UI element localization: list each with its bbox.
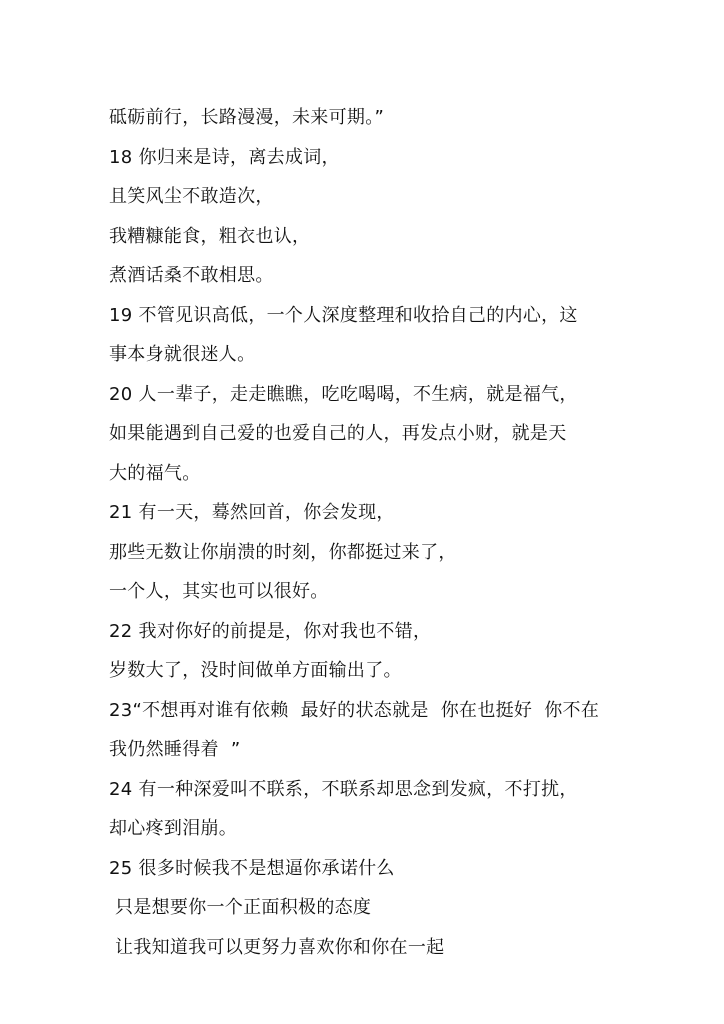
text-line: 却心疼到泪崩。 xyxy=(109,818,238,839)
text-line: 24 有一种深爱叫不联系，不联系却思念到发疯，不打扰， xyxy=(109,778,578,800)
text-line: 事本身就很迷人。 xyxy=(109,344,256,365)
text-line: 那些无数让你崩溃的时刻，你都挺过来了， xyxy=(109,541,457,563)
text-line: 砥砺前行，长路漫漫，未来可期。” xyxy=(109,107,385,128)
document-body xyxy=(109,98,629,967)
text-line: 19 不管见识高低，一个人深度整理和收拾自己的内心，这 xyxy=(109,304,578,326)
text-line: 我糟糠能食，粗衣也认， xyxy=(109,225,311,247)
text-line: 如果能遇到自己爱的也爱自己的人，再发点小财，就是天 xyxy=(109,423,567,444)
text-line: 大的福气。 xyxy=(109,462,201,484)
text-line: 21 有一天，蓦然回首，你会发现， xyxy=(109,502,395,523)
text-line: 我仍然睡得着 ” xyxy=(109,739,241,760)
text-line: 煮酒话桑不敢相思。 xyxy=(109,265,274,286)
text-line: 23“不想再对谁有依赖 最好的状态就是 你在也挺好 你不在 xyxy=(109,699,600,721)
text-line: 让我知道我可以更努力喜欢你和你在一起 xyxy=(109,936,445,958)
text-line: 且笑风尘不敢造次， xyxy=(109,186,274,207)
text-line: 22 我对你好的前提是，你对我也不错， xyxy=(109,620,432,642)
text-line: 只是想要你一个正面积极的态度 xyxy=(109,897,372,918)
text-line: 岁数大了，没时间做单方面输出了。 xyxy=(109,660,402,681)
text-line: 18 你归来是诗，离去成词， xyxy=(109,146,340,168)
text-line: 20 人一辈子，走走瞧瞧，吃吃喝喝，不生病，就是福气， xyxy=(109,383,578,405)
text-line: 25 很多时候我不是想逼你承诺什么 xyxy=(109,857,395,879)
text-line: 一个人，其实也可以很好。 xyxy=(109,581,329,602)
